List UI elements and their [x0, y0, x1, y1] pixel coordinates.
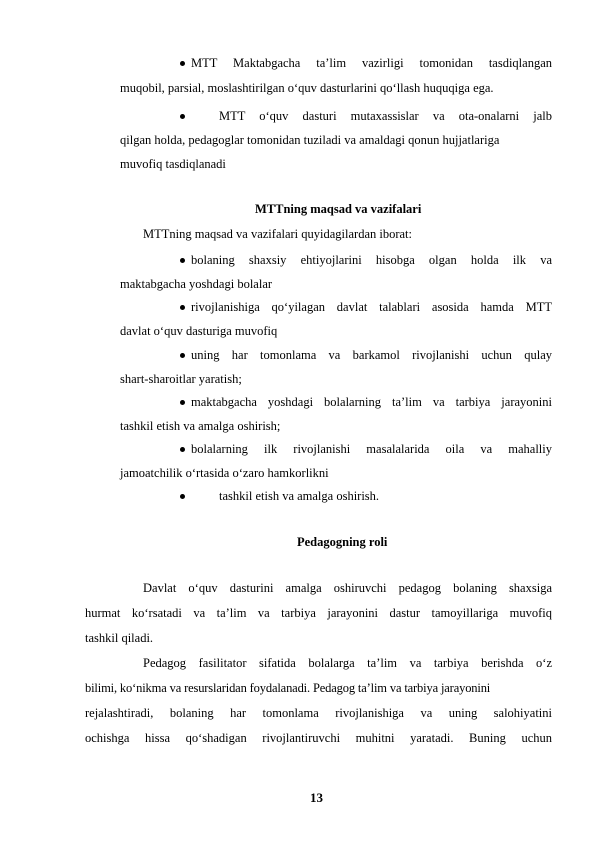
bullet-icon	[180, 494, 185, 499]
goal-bullet-2-line-1: rivojlanishiga qo‘yilagan davlat talablari asosida hamda MTT	[191, 300, 552, 314]
bullet-icon	[180, 400, 185, 405]
paragraph-2-line-2: bilimi, ko‘nikma va resurslaridan foydalanadi. Pedagog ta’lim va tarbiya jarayonini	[85, 681, 491, 695]
intro-bullet-2-line-1: MTT o‘quv dasturi mutaxassislar va ota-onalarni jalb	[219, 109, 552, 123]
section-intro: MTTning maqsad va vazifalari quyidagilardan iborat:	[143, 227, 413, 241]
intro-bullet-1-line-1: MTT Maktabgacha ta’lim vazirligi tomonidan tasdiqlangan	[191, 56, 552, 70]
goal-bullet-5-line-2: jamoatchilik o‘rtasida o‘zaro hamkorlikni	[120, 466, 329, 480]
bullet-icon	[180, 353, 185, 358]
paragraph-1-line-1: Davlat o‘quv dasturini amalga oshiruvchi pedagog bolaning shaxsiga	[143, 581, 552, 595]
section-heading-pedagog-role: Pedagogning roli	[297, 535, 388, 549]
goal-bullet-4-line-1: maktabgacha yoshdagi bolalarning ta’lim va tarbiya jarayonini	[191, 395, 552, 409]
goal-bullet-5-line-1: bolalarning ilk rivojlanishi masalalarida oila va mahalliy	[191, 442, 552, 456]
goal-bullet-1-line-1: bolaning shaxsiy ehtiyojlarini hisobga olgan holda ilk va	[191, 253, 552, 267]
bullet-icon	[180, 447, 185, 452]
paragraph-2-line-1: Pedagog fasilitator sifatida bolalarga ta’lim va tarbiya berishda o‘z	[143, 656, 552, 670]
paragraph-2-line-4: ochishga hissa qo‘shadigan rivojlantiruvchi muhitni yaratadi. Buning uchun	[85, 731, 552, 745]
intro-bullet-2-line-2: qilgan holda, pedagoglar tomonidan tuziladi va amaldagi qonun hujjatlariga	[120, 133, 500, 147]
paragraph-1-line-2: hurmat ko‘rsatadi va ta’lim va tarbiya jarayonini dastur tamoyillariga muvofiq	[85, 606, 552, 620]
section-heading-goals: MTTning maqsad va vazifalari	[255, 202, 422, 216]
bullet-icon	[180, 305, 185, 310]
intro-bullet-1-line-2: muqobil, parsial, moslashtirilgan o‘quv dasturlarini qo‘llash huquqiga ega.	[120, 81, 494, 95]
bullet-icon	[180, 258, 185, 263]
page-number: 13	[310, 790, 323, 805]
paragraph-2-line-3: rejalashtiradi, bolaning har tomonlama rivojlanishiga va uning salohiyatini	[85, 706, 552, 720]
intro-bullet-2-line-3: muvofiq tasdiqlanadi	[120, 157, 226, 171]
goal-bullet-1-line-2: maktabgacha yoshdagi bolalar	[120, 277, 273, 291]
goal-bullet-3-line-1: uning har tomonlama va barkamol rivojlanishi uchun qulay	[191, 348, 552, 362]
bullet-icon	[180, 114, 185, 119]
paragraph-1-line-3: tashkil qiladi.	[85, 631, 154, 645]
goal-bullet-6-line-1: tashkil etish va amalga oshirish.	[219, 489, 380, 503]
goal-bullet-2-line-2: davlat o‘quv dasturiga muvofiq	[120, 324, 278, 338]
goal-bullet-4-line-2: tashkil etish va amalga oshirish;	[120, 419, 281, 433]
goal-bullet-3-line-2: shart-sharoitlar yaratish;	[120, 372, 242, 386]
bullet-icon	[180, 61, 185, 66]
